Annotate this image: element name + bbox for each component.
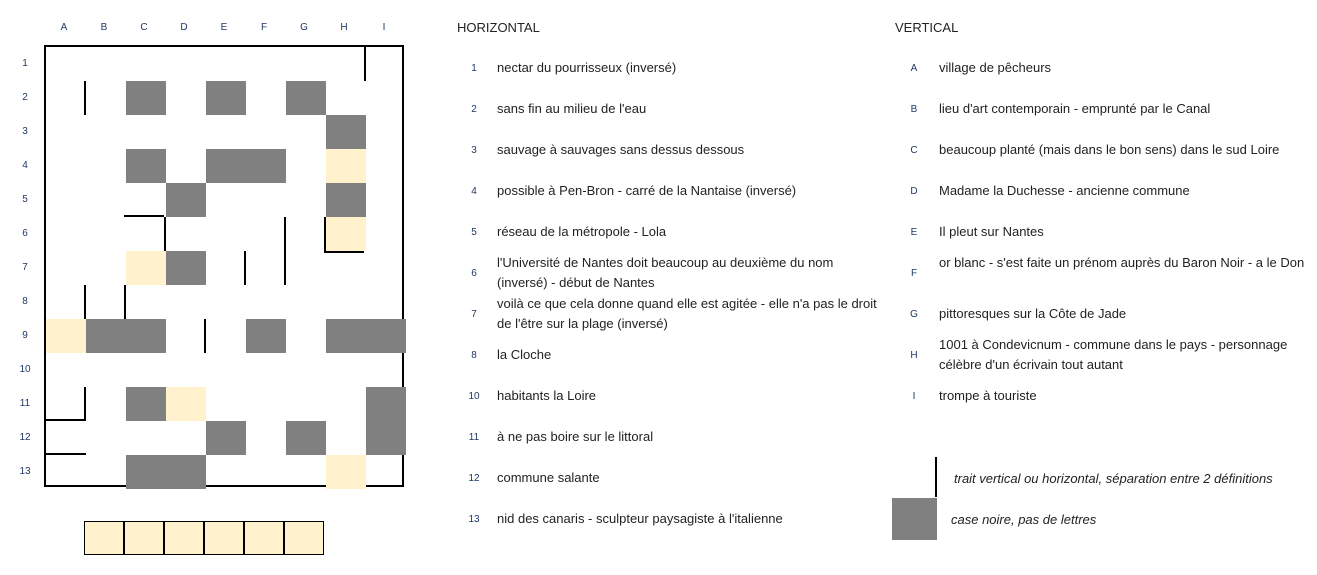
black-cell	[326, 319, 366, 353]
clue-text: réseau de la métropole - Lola	[497, 224, 667, 239]
clue-text: village de pêcheurs	[939, 60, 1052, 75]
row-label: 7	[22, 262, 28, 273]
black-cell	[126, 319, 166, 353]
row-label: 3	[22, 126, 28, 137]
black-cell	[246, 149, 286, 183]
clue-text: lieu d'art contemporain - emprunté par le Canal	[939, 101, 1211, 116]
black-cell	[326, 115, 366, 149]
row-label: 1	[22, 58, 28, 69]
row-label: 6	[22, 228, 28, 239]
black-cell	[366, 319, 406, 353]
clue-text: pittoresques sur la Côte de Jade	[939, 306, 1127, 321]
highlighted-cell[interactable]	[326, 217, 366, 251]
clue-text: beaucoup planté (mais dans le bon sens) dans le sud Loire	[939, 142, 1280, 157]
column-label: F	[260, 22, 268, 33]
answer-box[interactable]	[164, 521, 204, 555]
separator-line	[124, 285, 126, 319]
clue-number: G	[910, 309, 918, 320]
legend-black-text: case noire, pas de lettres	[951, 512, 1097, 527]
column-label: H	[340, 22, 348, 33]
clue-number: 11	[468, 432, 480, 443]
column-label: I	[382, 22, 386, 33]
clue-text: trompe à touriste	[939, 388, 1037, 403]
separator-line	[284, 251, 286, 285]
clue-number: I	[912, 391, 916, 402]
clue-text: sauvage à sauvages sans dessus dessous	[497, 142, 745, 157]
black-cell	[86, 319, 126, 353]
black-cell	[126, 81, 166, 115]
clue-text: habitants la Loire	[497, 388, 597, 403]
row-label: 4	[22, 160, 28, 171]
clue-text: Madame la Duchesse - ancienne commune	[939, 183, 1190, 198]
vertical-heading: VERTICAL	[895, 20, 959, 35]
clue-number: 6	[471, 268, 477, 279]
separator-line	[284, 217, 286, 251]
clue-number: C	[910, 145, 918, 156]
separator-line	[324, 251, 364, 253]
clue-text: l'Université de Nantes doit beaucoup au deuxième du nom (inversé) - début de Nantes	[497, 255, 834, 290]
clue-text: commune salante	[497, 470, 600, 485]
black-cell	[166, 455, 206, 489]
legend-black-swatch	[892, 498, 937, 540]
row-label: 2	[22, 92, 28, 103]
clue-number: E	[910, 227, 918, 238]
answer-box[interactable]	[124, 521, 164, 555]
clue-number: F	[910, 268, 918, 279]
answer-box[interactable]	[284, 521, 324, 555]
highlighted-cell[interactable]	[126, 251, 166, 285]
black-cell	[166, 251, 206, 285]
clue-number: 3	[471, 145, 477, 156]
black-cell	[166, 183, 206, 217]
crossword-grid[interactable]	[44, 45, 404, 487]
clue-number: B	[910, 104, 918, 115]
row-label: 8	[22, 296, 28, 307]
highlighted-cell[interactable]	[166, 387, 206, 421]
separator-line	[84, 387, 86, 421]
column-label: D	[180, 22, 188, 33]
answer-box[interactable]	[244, 521, 284, 555]
black-cell	[366, 421, 406, 455]
separator-line	[46, 419, 86, 421]
black-cell	[206, 421, 246, 455]
black-cell	[206, 149, 246, 183]
column-label: G	[300, 22, 308, 33]
separator-line	[364, 47, 366, 81]
legend-separator-line	[935, 457, 937, 497]
clue-text: à ne pas boire sur le littoral	[497, 429, 654, 444]
separator-line	[164, 217, 166, 251]
black-cell	[126, 455, 166, 489]
clue-number: 8	[471, 350, 477, 361]
separator-line	[84, 285, 86, 319]
clue-number: 2	[471, 104, 477, 115]
separator-line	[124, 215, 164, 217]
clue-text: or blanc - s'est faite un prénom auprès du Baron Noir - a le Don	[939, 255, 1305, 270]
answer-box[interactable]	[84, 521, 124, 555]
clue-number: 1	[471, 63, 477, 74]
column-label: B	[100, 22, 108, 33]
highlighted-cell[interactable]	[326, 455, 366, 489]
black-cell	[366, 387, 406, 421]
separator-line	[204, 319, 206, 353]
clue-text: la Cloche	[497, 347, 552, 362]
black-cell	[126, 149, 166, 183]
clue-text: Il pleut sur Nantes	[939, 224, 1044, 239]
clue-text: nectar du pourrisseux (inversé)	[497, 60, 677, 75]
horizontal-heading: HORIZONTAL	[457, 20, 540, 35]
row-label: 13	[19, 466, 31, 477]
highlighted-cell[interactable]	[46, 319, 86, 353]
clue-number: 7	[471, 309, 477, 320]
black-cell	[206, 81, 246, 115]
answer-box[interactable]	[204, 521, 244, 555]
black-cell	[286, 421, 326, 455]
clue-number: 13	[468, 514, 480, 525]
clue-number: D	[910, 186, 918, 197]
legend-separator-text: trait vertical ou horizontal, séparation entre 2 définitions	[954, 471, 1273, 486]
clue-number: 4	[471, 186, 477, 197]
clue-text: 1001 à Condevicnum - commune dans le pays - personnage célèbre d'un écrivain tout autant	[939, 337, 1288, 372]
clue-text: sans fin au milieu de l'eau	[497, 101, 647, 116]
row-label: 12	[19, 432, 31, 443]
clue-number: 5	[471, 227, 477, 238]
separator-line	[244, 251, 246, 285]
column-label: A	[60, 22, 68, 33]
black-cell	[286, 81, 326, 115]
clue-number: A	[910, 63, 918, 74]
row-label: 5	[22, 194, 28, 205]
column-label: E	[220, 22, 228, 33]
separator-line	[84, 81, 86, 115]
black-cell	[326, 183, 366, 217]
clue-text: voilà ce que cela donne quand elle est agitée - elle n'a pas le droit de l'être sur la plage (inversé)	[497, 296, 877, 331]
clue-number: 10	[468, 391, 480, 402]
row-label: 11	[19, 398, 31, 409]
black-cell	[246, 319, 286, 353]
column-label: C	[140, 22, 148, 33]
row-label: 10	[19, 364, 31, 375]
clue-text: nid des canaris - sculpteur paysagiste à l'italienne	[497, 511, 783, 526]
row-label: 9	[22, 330, 28, 341]
separator-line	[46, 453, 86, 455]
clue-number: 12	[468, 473, 480, 484]
separator-line	[324, 217, 326, 251]
clue-text: possible à Pen-Bron - carré de la Nantaise (inversé)	[497, 183, 797, 198]
black-cell	[126, 387, 166, 421]
clue-number: H	[910, 350, 918, 361]
highlighted-cell[interactable]	[326, 149, 366, 183]
